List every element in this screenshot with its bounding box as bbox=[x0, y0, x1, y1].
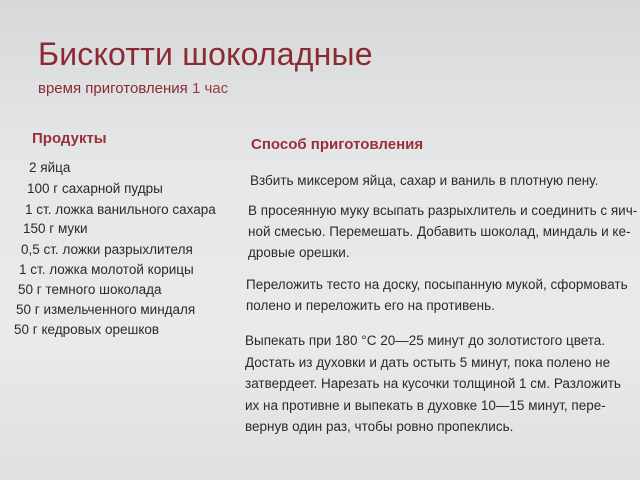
method-step bbox=[245, 330, 621, 438]
method-step-line: дровые орешки. bbox=[248, 245, 350, 260]
ingredient-item: 50 г темного шоколада bbox=[18, 282, 162, 297]
method-step-line: вернув один раз, чтобы ровно пропеклись. bbox=[245, 419, 514, 434]
method-step-line: полено и переложить его на противень. bbox=[246, 298, 495, 313]
method-heading: Способ приготовления bbox=[251, 136, 424, 153]
ingredient-item: 1 ст. ложка молотой корицы bbox=[19, 262, 194, 277]
ingredients-heading: Продукты bbox=[32, 130, 107, 147]
method-step bbox=[248, 200, 637, 263]
method-step-line: их на противне и выпекать в духовке 10—15 минут, пере- bbox=[245, 397, 606, 413]
method-step-line: Взбить миксером яйца, сахар и ваниль в плотную пену. bbox=[250, 173, 599, 188]
ingredient-item: 1 ст. ложка ванильного сахара bbox=[25, 202, 216, 217]
method-step-line: ной смесью. Перемешать. Добавить шоколад, миндаль и ке- bbox=[248, 224, 631, 239]
method-step-line: затвердеет. Нарезать на кусочки толщиной 1 см. Разложить bbox=[245, 376, 621, 391]
method-step-line: В просеянную муку всыпать разрыхлитель и соединить с яич- bbox=[248, 203, 638, 218]
cooking-time-value: 1 час bbox=[191, 80, 229, 97]
ingredient-item: 0,5 ст. ложки разрыхлителя bbox=[21, 242, 193, 257]
cooking-time-label: время приготовления bbox=[38, 80, 188, 97]
method-step bbox=[246, 274, 628, 316]
ingredient-item: 100 г сахарной пудры bbox=[27, 181, 163, 196]
method-step-line: Переложить тесто на доску, посыпанную мукой, сформовать bbox=[246, 277, 628, 292]
method-step bbox=[250, 170, 598, 191]
cooking-time bbox=[38, 80, 228, 97]
ingredient-item: 50 г кедровых орешков bbox=[14, 322, 160, 337]
ingredient-item: 2 яйца bbox=[29, 160, 71, 175]
method-step-line: Достать из духовки и дать остыть 5 минут, пока полено не bbox=[245, 354, 611, 370]
ingredient-item: 50 г измельченного миндаля bbox=[16, 302, 196, 317]
ingredient-item: 150 г муки bbox=[23, 221, 88, 236]
recipe-title: Бискотти шоколадные bbox=[38, 36, 373, 72]
method-step-line: Выпекать при 180 °С 20—25 минут до золотистого цвета. bbox=[245, 333, 606, 348]
